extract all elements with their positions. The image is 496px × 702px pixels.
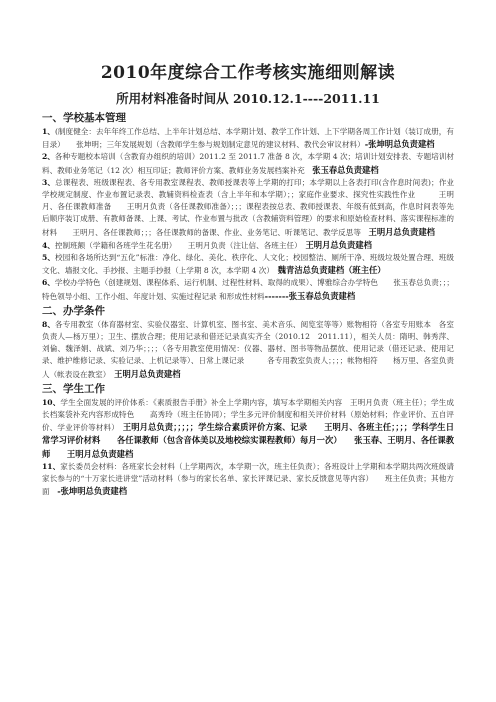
document-title: 2010年度综合工作考核实施细则解读 bbox=[100, 63, 396, 83]
list-item: 1、(制度健全：去年年终工作总结、上半年计划总结、本学期计划、教学工作计划、上下学期各周工作计划（装订成册，有目录） 张坤明；三年发展规划（含教师学生参与规划制定意见的建议材料、教代会审议材料）-张坤明总负责建档 bbox=[42, 127, 454, 150]
section-heading: 一、学校基本管理 bbox=[42, 112, 126, 124]
list-item: 8、各专用教室（体育器材室、实验仪器室、计算机室、图书室、美术音乐、阅览室等等）账物相符（各室专用账本 各室负责人—杨万里）；卫生、摆放合理；使用记录和借还记录真实齐全（2010.12 2011.11），相关人员：隋明、韩秀萍、刘倫、魏泽娟、战斌、刘乃华；；；；（各专用教室使用情况：仪器、器材、图书等物品摆放、使用记录（借还记录、使用记录、维护维修记录、实验记录、上机记录等）、日常上课记录 各专用教室负责人；；；；帐物相符 杨万里、各室负责人（帐表设在教室） 王明月总负责建档 bbox=[42, 319, 454, 379]
section-heading: 二、办学条件 bbox=[42, 304, 105, 317]
list-item: 4、控制班额（学籍和各班学生花名册） 王明月负责（注让信、各班主任） 王明月总负责建档 bbox=[42, 239, 372, 250]
list-item: 3、总课程表、班级课程表、各专用教室课程表、教师授课表等上学期的打印；本学期以上各表打印(含作息时间表)；作业学校规定制度、作业布置记录表、教辅资料检查表（含上半年和本学期）；；家庭作业要求、探究性实践性作业 王明月、各任课教师准备 王明月负责（各任课教师准备）；；；课程表按总表、教师授课表、年级有低到高，作息时间表等先后顺序装订成册、有教师备课、上课、考试、作业布置与批改（含教辅资料管理）的要求和原始检查材料、落实课程标准的材料 王明月、各任课教师；；；各任课教师的备课、作业、业务笔记、听课笔记、教学反思等 王明月总负责建档 bbox=[42, 177, 454, 237]
section-heading: 三、学生工作 bbox=[42, 382, 105, 395]
list-item: 10、学生全面发展的评价体系：《素质报告手册》补全上学期内容，填写本学期相关内容 王明月负责（班主任）；学生成长档案袋补充内容形成特色 高秀玲（班主任协同）；学生多元评价制度和相关评价材料（原始材料；作业评价、五自评价、学业评价等材料） 王明月总负责；；；；；学生综合素质评价方案、记录 王明月、各班主任；；；；学科学生日常学习评价材料 各任课教师（包含音体美以及地校综实课程教师）每月一次） 张玉春、王明月、各任课教师 王明月总负责建档 bbox=[42, 397, 454, 459]
list-item: 6、学校办学特色（创建规划、课程体系、运行机制、过程性材料、取得的成果）、博雅综合办学特色 张玉春总负责；；；特色领导小组、工作小组、年度计划、实施过程记录 和形成性材料-------张玉春总负责建档 bbox=[42, 278, 454, 301]
list-item: 2、各种专题校本培训（含教育办组织的培训）2011.2 至 2011.7 准备 8 次，本学期 4 次；培训计划安排表、专题培训材料、教师业务笔记（12 次）相互印证；教师评价方案、教师业务发展档案补充 张玉春总负责建档 bbox=[42, 152, 454, 175]
document-content bbox=[42, 62, 454, 498]
list-item: 11、家长委员会材料：各班家长会材料（上学期两次，本学期一次，班主任负责）；各班设计上学期和本学期共两次班级请家长参与的“十万家长进讲堂”活动材料（参与的家长名单、家长评课记录、家长反馈意见等内容） 班主任负责；其他方面 -张坤明总负责建档 bbox=[42, 461, 454, 497]
list-item: 5、校园和各场所达到“五化”标准：净化、绿化、美化、秩序化、人文化；校园整洁、厕所干净、班级垃圾处置合理、班级文化、墙报文化、手抄报、主题手抄报（上学期 8 次，本学期 4 次） 魏青洁总负责建档（班主任） bbox=[42, 253, 454, 276]
document-subtitle: 所用材料准备时间从 2010.12.1----2011.11 bbox=[116, 91, 380, 106]
